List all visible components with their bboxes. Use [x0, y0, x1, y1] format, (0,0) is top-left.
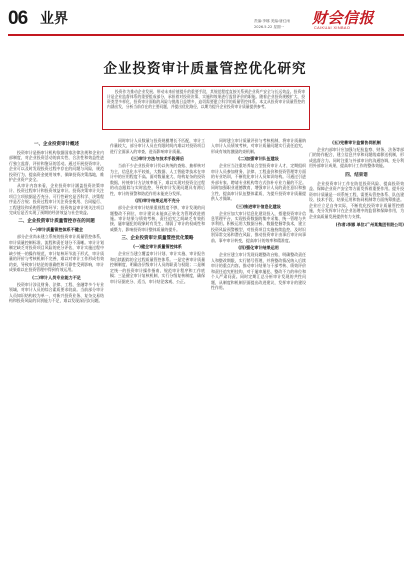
body-paragraph: 企业投资审计工作在防范投资风险、提高投资效益、保障企业资产安全等方面发挥着重要作用。提升投资审计质量是一项系统工程，需要从管控体系、队伍建设、技术手段、结果运用和协同机制等方面统筹推进。企业应立足自身实际，不断优化投资审计质量管控措施，充分发挥审计在企业治理中的监督和保障作用，为企业高质量发展提供有力支撑。 — [309, 180, 404, 219]
subsection-heading: (五)完善审计监督协同机制 — [332, 140, 381, 145]
article-headline: 企业投资审计质量管控优化研究 — [103, 61, 307, 77]
body-paragraph: 部分企业尚未建立系统的投资审计质量管控体系，审计质量控制标准、流程和责任划分不清晰。审计计划制定缺乏对投资项目风险的充分评估，审计实施过程中缺少统一的操作规范，审计复核环节流于形式，审计质量的评价与考核机制不完善，难以对审计工作形成有效约束，导致审计结论的准确性和可靠性受到影响，审计成果难以在投资管理中得到有效运用。 — [9, 234, 104, 273]
body-paragraph: 企业应建立审计发现问题整改台账，明确整改责任人和整改期限，实行销号管理，并将整改情况纳入后续审计的重点内容。推动审计结果与干部考核、绩效评价和责任追究相挂钩，对于屡审屡犯、整改不力的单位和个人严肃问责。同时定期汇总分析审计发现的共性问题，从制度和机制层面提出改进建议，发挥审计的建设性作用。 — [211, 252, 306, 290]
body-paragraph: 投资审计是指审计机构依据国家法律法规和企业内部制度，对企业投资活动的真实性、合法性和效益性进行独立监督、评价和鉴证的活动。通过开展投资审计，企业可以及时发现投资过程中存在的问题与风险，规范投资行为，提高资金使用效率，保障投资决策落地，维护企业资产安全。 — [9, 150, 104, 183]
body-paragraph: 同时建立审计质量评价与考核机制，将审计质量纳入审计人员绩效考核，对审计质量问题实行责任追究，形成有效的激励约束机制。 — [211, 138, 306, 154]
page-header — [0, 0, 410, 40]
body-paragraph: 从审计内容来看，企业投资审计涵盖投资决策审计、投资过程审计和投资效益审计。投资决策审计关注项目立项依据是否充分、可行性研究是否科学、决策程序是否合规；投资过程审计关注资金使用、合同履行、工程建设和采购管理等环节；投资效益审计则关注项目完成后是否实现了预期的经济效益与社会效益。 — [9, 182, 104, 215]
masthead-logo — [312, 8, 404, 32]
body-paragraph: 部分企业对审计结果重视程度不够，审计发现的问题整改不到位，审计建议未能真正转化为管理改进措施。审计结果与绩效考核、责任追究之间缺乏有效衔接，屡审屡犯的现象时有发生，削弱了审计的权威性和威慑力，影响投资审计整体质量的提升。 — [110, 205, 205, 232]
article-abstract-box — [102, 86, 310, 130]
article-column-4 — [309, 138, 404, 560]
section-heading: 三、企业投资审计质量管控优化策略 — [121, 236, 194, 242]
brand-name: 财会信报 — [312, 9, 375, 27]
subsection-heading: (三)审计方法与技术手段滞后 — [131, 156, 184, 162]
subsection-heading: (四)审计结果运用不充分 — [135, 198, 180, 204]
body-paragraph: 企业内部审计应加强与纪检监察、财务、法务等部门的协作配合，建立信息共享和问题线索移送机制，形成监督合力。同时注重与外部审计的沟通协调，充分利用外部审计成果，提高审计工作的整体效能。 — [309, 147, 404, 169]
subsection-heading: (一)健全审计质量管控体系 — [133, 244, 182, 250]
article-column-2 — [110, 138, 205, 560]
brand-english: CAIKUAI XINBAO — [314, 26, 351, 30]
body-paragraph: 企业应加大审计信息化建设投入，搭建投资审计信息管理平台，实现投资数据的集中采集、统一管理与共享利用。积极运用大数据分析、数据挖掘等技术，建立投资风险预警模型，对投资项目实施持续监控，及时识别异常交易和潜在风险，推动投资审计由事后审计向事前、事中审计转变，提高审计的效率和精准度。 — [211, 210, 306, 243]
body-paragraph: 当前不少企业投资审计仍以传统的查账、抽样核对为主，信息化水平较低，大数据、人工智能等技术在审计中的应用程度不高。面对数量庞大、结构复杂的投资数据，传统审计方法效率低下，难以实现对投资全过程的动态跟踪与实时监控，导致审计发现问题具有滞后性，审计的预警和防范作用未能充分发挥。 — [110, 163, 205, 196]
subsection-heading: (二)审计人员专业能力不足 — [32, 274, 81, 280]
page-number: 06 — [8, 8, 28, 29]
section-heading: 二、企业投资审计质量管控存在的问题 — [18, 219, 95, 225]
subsection-heading: (四)强化审计结果运用 — [238, 245, 279, 251]
body-paragraph: 企业应当建立覆盖审计计划、审计实施、审计报告和后续跟踪的全过程质量管控体系。一是完善审计质量控制制度，明确各层级审计人员的职责与权限；二是制定统一的投资审计操作指南，规范审计程序和工作底稿；三是健全审计复核机制，实行分级复核制度，确保审计证据充分、适当，审计结论客观、公正。 — [110, 251, 205, 284]
subsection-heading: (三)推进审计信息化建设 — [236, 203, 281, 209]
subsection-heading: (二)加强审计队伍建设 — [238, 156, 279, 162]
header-rule — [8, 34, 404, 36]
body-paragraph: 投资审计涉及财务、法律、工程、金融等多个专业领域，对审计人员的综合素质要求较高。当前部分审计人员知识结构较为单一，对新兴投资业务、复杂交易结构和投资风险的识别能力不足，难以发现深层次问题。 — [9, 281, 104, 303]
author-credit: (作者:李娜 单位:广州某集团有限公司) — [335, 221, 404, 227]
section-heading: 四、结束语 — [345, 172, 368, 178]
body-paragraph: 企业应当注重培养复合型投资审计人才，定期组织审计人员参加财务、法律、工程造价和投资管理等方面的专业培训，不断优化审计人员知识结构。可通过引进外部专家、聘请专业机构等方式弥补专业力量的不足。同时加强职业道德教育，增强审计人员的责任意识和独立性，提高审计队伍整体素质，为提升投资审计质量提供人才保障。 — [211, 163, 306, 202]
article-column-1 — [9, 138, 104, 560]
editor-credit: 责编:李娜 美编:唐红雨 — [254, 19, 290, 23]
section-name: 业界 — [40, 11, 68, 27]
abstract-text: 投资作为推动企业发展、带动未来价值提升的重要手段，其规范程度直接关系到企业资产安全与长远效益。投资审计是企业监督体系的重要组成部分，承担着对投资决策、实施和效果进行监督评价的职能。随着企业投资规模扩大、投资类型多样化，投资审计面临的风险与挑战日益增多，迫切需要建立科学的质量管控体系。本文从投资审计质量管控的内涵出发，分析当前存在的主要问题，并提出优化路径，以期为提升企业投资审计质量提供参考。 — [107, 90, 305, 110]
body-paragraph: 同时审计人员数量与投资规模增长不匹配，审计工作量较大，部分审计人员在有限时间内难以对投资项目进行全面深入的审查，进而影响审计质量。 — [110, 138, 205, 154]
subsection-heading: (一)审计质量管控体系不健全 — [30, 227, 83, 233]
article-column-3 — [211, 138, 306, 560]
issue-date: 2026.5.22 星期一 — [254, 25, 285, 29]
section-heading: 一、企业投资审计概述 — [34, 142, 79, 147]
